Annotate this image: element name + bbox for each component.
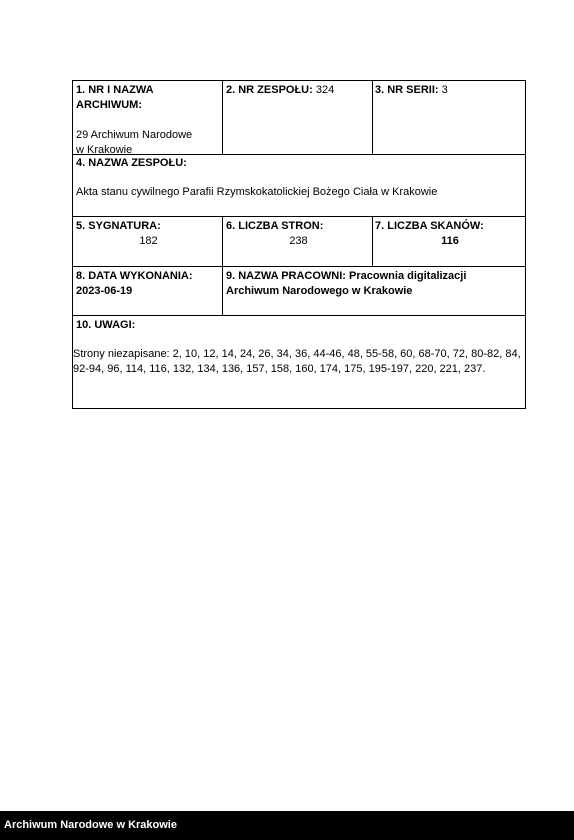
pages-label bbox=[226, 219, 371, 234]
series-number-value: 3 bbox=[438, 84, 448, 96]
archive-name-line2: w Krakowie bbox=[76, 144, 133, 156]
col-divider bbox=[222, 81, 223, 155]
date-cell bbox=[76, 269, 221, 299]
remarks-line2: 92-94, 96, 114, 116, 132, 134, 136, 157, 158, 160, 174, 175, 195-197, 220, 221, 237. bbox=[73, 363, 486, 375]
scans-label bbox=[375, 219, 525, 234]
fonds-name-value: Akta stanu cywilnego Parafii Rzymskokatolickiej Bożego Ciała w Krakowie bbox=[76, 186, 438, 198]
archive-label: 1. NR I NAZWA ARCHIWUM: bbox=[76, 84, 154, 111]
col-divider bbox=[222, 216, 223, 316]
signature-label-text: 5. SYGNATURA: bbox=[76, 220, 161, 232]
pages-label-text: 6. LICZBA STRON: bbox=[226, 220, 324, 232]
series-number-label: 3. NR SERII: bbox=[375, 84, 439, 96]
series-number-cell bbox=[375, 83, 525, 98]
fonds-number-label: 2. NR ZESPOŁU: bbox=[226, 84, 313, 96]
row-divider bbox=[73, 266, 525, 267]
date-label: 8. DATA WYKONANIA: bbox=[76, 270, 193, 282]
remarks-label bbox=[76, 318, 524, 333]
footer-text: Archiwum Narodowe w Krakowie bbox=[4, 819, 177, 831]
signature-label bbox=[76, 219, 221, 234]
date-value: 2023-06-19 bbox=[76, 285, 133, 297]
studio-label: 9. NAZWA PRACOWNI: bbox=[226, 270, 346, 282]
archive-name-line1: 29 Archiwum Narodowe bbox=[76, 129, 193, 141]
col-divider bbox=[372, 81, 373, 155]
signature-value: 182 bbox=[139, 235, 158, 247]
row-divider bbox=[73, 315, 525, 316]
studio-cell bbox=[226, 269, 524, 299]
remarks-label-text: 10. UWAGI: bbox=[76, 319, 136, 331]
fonds-number-cell bbox=[226, 83, 371, 98]
metadata-form bbox=[72, 80, 526, 409]
studio-value-line1: Pracownia digitalizacji bbox=[345, 270, 467, 282]
remarks-text bbox=[73, 347, 525, 377]
scans-value: 116 bbox=[441, 235, 459, 247]
fonds-name-label-text: 4. NAZWA ZESPOŁU: bbox=[76, 157, 187, 169]
studio-value-line2: Archiwum Narodowego w Krakowie bbox=[226, 285, 413, 297]
fonds-number-value: 324 bbox=[312, 84, 335, 96]
fonds-name-label bbox=[76, 156, 524, 171]
row-divider bbox=[73, 216, 525, 217]
pages-value: 238 bbox=[289, 235, 308, 247]
footer-bar bbox=[0, 811, 574, 840]
scans-label-text: 7. LICZBA SKANÓW: bbox=[375, 220, 484, 232]
col-divider bbox=[372, 216, 373, 267]
archive-cell bbox=[76, 83, 221, 158]
remarks-line1: Strony niezapisane: 2, 10, 12, 14, 24, 26, 34, 36, 44-46, 48, 55-58, 60, 68-70, 72, 80-82, 84, bbox=[73, 348, 521, 360]
